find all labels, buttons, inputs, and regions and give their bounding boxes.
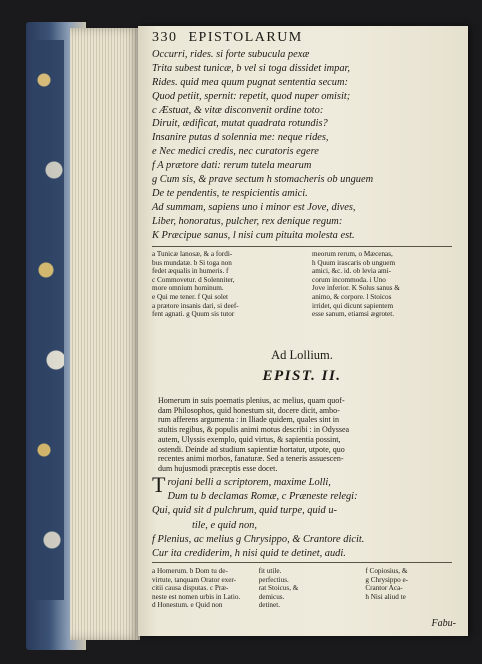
verse-line: Quod petiit, spernit: repetit, quod nuper omisit;: [152, 90, 351, 102]
footnote-line: c Commovetur. d Solenniter,: [152, 275, 235, 284]
footnote-line: fedet æqualis in humeris. f: [152, 267, 229, 276]
verse-line: e Nec medici credis, nec curatoris egere: [152, 146, 319, 158]
running-title: EPISTOLARUM: [188, 30, 303, 45]
verse-line: Ad summam, sapiens uno i minor est Jove, dives,: [152, 201, 356, 213]
argument-line: recentes animi morbos, fanaturæ. Sed a teneris assuescen-: [158, 454, 344, 464]
footnote-rule: [152, 246, 452, 247]
argument-line: autem, Ulyssis exemplo, quid virtus, & sapientia possint,: [158, 434, 341, 444]
footnote-line: fit utile.: [258, 567, 282, 575]
footnote-line: amici, &c. id. ob levia ami-: [312, 267, 392, 276]
footnote-line: a Homerum. b Dom tu de-: [152, 567, 228, 575]
verse-line: Trita subest tunicæ, b vel si toga dissidet impar,: [152, 62, 351, 74]
footnote-line: d Honestum. e Quid non: [152, 601, 223, 610]
verse-line: c Æstuat, & vitæ disconvenit ordine toto:: [152, 104, 324, 116]
footnote-line: perfectius.: [258, 575, 289, 584]
footnote-line: h Nisi aliud te: [365, 592, 406, 601]
verse-line: Occurri, rides. si forte subucula pexæ: [152, 49, 310, 60]
footnote-line: citii causa disputas. c Præ-: [152, 584, 229, 593]
argument-summary: [158, 396, 458, 474]
epistle-heading: EPIST. II.: [262, 368, 342, 384]
verse-line: f A prætore dati: rerum tutela mearum: [152, 160, 312, 172]
verse-line: K Præcipue sanus, l nisi cum pituita molesta est.: [152, 229, 355, 241]
footnote-line: a prætore insanis dari, si deef-: [152, 301, 239, 310]
footnote-line: fent agnati. g Quum sis tutor: [152, 310, 235, 319]
footnote-line: esse sanum, etiamsi ægrotet.: [312, 310, 395, 319]
footnote-line: h Quum irascaris ob unguem: [312, 258, 396, 267]
verse-block-bottom: [152, 472, 464, 561]
footnote-line: g Chrysippo e-: [365, 575, 409, 584]
footnote-line: Crantor Aca-: [365, 584, 403, 593]
footnotes-bottom: [152, 567, 464, 610]
footnote-line: f Copiosius, &: [365, 567, 408, 575]
footnote-line: detinet.: [258, 601, 281, 610]
argument-line: ostendi. Deinde ad studium sapientiæ hortatur, utpote, quo: [158, 444, 345, 454]
verse-line: Rides. quid mea quum pugnat sententia secum:: [152, 76, 348, 88]
footnote-line: Jove inferior. K Solus sanus &: [312, 284, 400, 293]
verse-line: rojani belli a scriptorem, maxime Lolli,: [167, 477, 331, 488]
argument-line: stultis regibus, & populis animi motus describi : in Odyssea: [158, 425, 350, 435]
verse-line: Diruit, ædificat, mutat quadrata rotundis?: [152, 118, 328, 130]
verse-line: De te pendentis, te respicientis amici.: [152, 187, 308, 199]
argument-line: Homerum in suis poematis plenius, ac melius, quam quof-: [158, 396, 345, 405]
book-page: [138, 26, 468, 636]
footnote-line: virtute, tanquam Orator exer-: [152, 575, 237, 584]
verse-line: f Plenius, ac melius g Chrysippo, & Crantore dicit.: [152, 533, 365, 545]
running-header: [152, 30, 452, 46]
argument-line: dum hujusmodi præceptis esse docet.: [158, 463, 278, 473]
drop-cap: T: [152, 472, 166, 497]
footnote-line: a Tunicæ lanosæ, & a fordi-: [152, 250, 233, 258]
page-number: 330: [152, 30, 178, 45]
footnote-line: animo, & corpore. l Stoicos: [312, 292, 392, 301]
footnote-line: bus mundatæ. b Si toga non: [152, 258, 232, 267]
verse-line: Qui, quid sit d pulchrum, quid turpe, quid u-: [152, 505, 338, 517]
footnote-rule: [152, 562, 452, 563]
marbled-endpaper: [34, 40, 64, 600]
footnote-line: demicus.: [258, 592, 285, 601]
footnote-line: corum incommoda. i Uno: [312, 275, 386, 284]
footnote-line: irridet, qui dicunt sapientem: [312, 301, 394, 310]
footnote-line: meorum rerum, o Mæcenas,: [312, 250, 393, 258]
verse-line: tile, e quid non,: [192, 519, 257, 531]
verse-line: Cur ita crediderim, h nisi quid te detinet, audi.: [152, 547, 346, 559]
footnote-line: rat Stoicus, &: [258, 584, 299, 593]
verse-line: Insanire putas d solennia me: neque rides,: [152, 132, 329, 144]
argument-line: rum afferens argumenta : in Iliade quidem, quales sint in: [158, 415, 339, 425]
footnote-line: more omnium hominum.: [152, 284, 224, 293]
catchword: Fabu-: [431, 618, 456, 629]
footnote-line: [365, 601, 464, 610]
footnotes-top: [152, 250, 464, 319]
dedication-heading: Ad Lollium.: [271, 348, 333, 362]
footnote-line: e Qui me tener. f Qui solet: [152, 292, 229, 301]
verse-line: Liber, honoratus, pulcher, rex denique regum:: [152, 215, 343, 227]
verse-line: Dum tu b declamas Romæ, c Præneste relegi:: [167, 491, 358, 503]
verse-block-top: [152, 48, 464, 242]
footnote-line: neste est nomen urbis in Latio.: [152, 592, 241, 601]
page-edges: [70, 28, 140, 640]
argument-line: dam Philosophos, quid honestum sit, docere dicit, ambo-: [158, 405, 340, 415]
verse-line: g Cum sis, & prave sectum h stomacheris ob unguem: [152, 174, 374, 186]
